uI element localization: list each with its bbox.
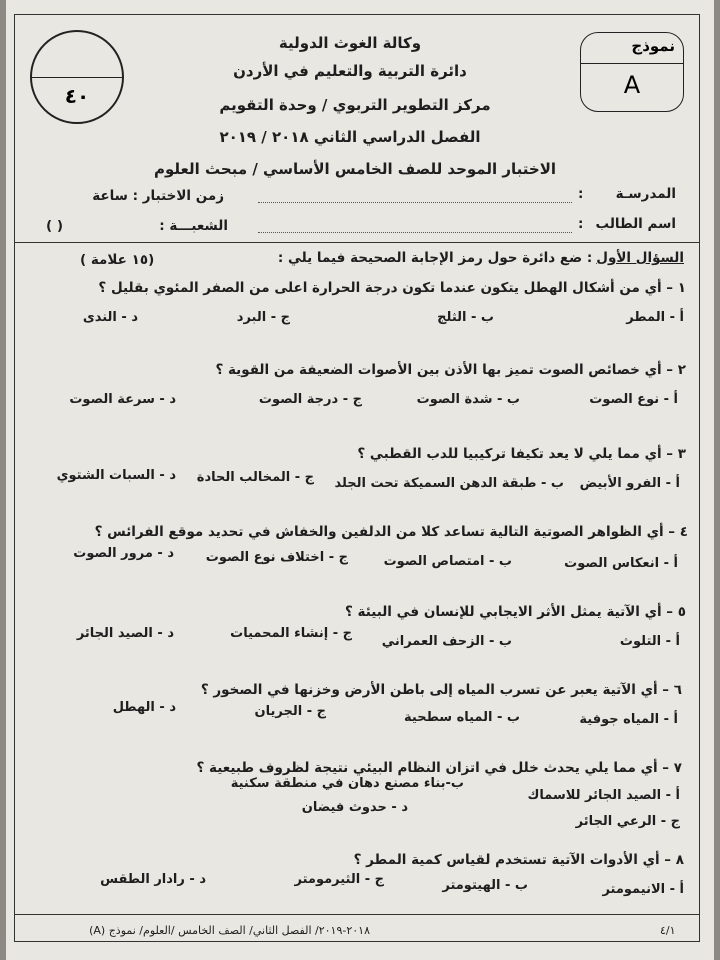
student-name-colon: :	[578, 216, 584, 232]
exam-paper	[6, 0, 714, 960]
q2-option-a[interactable]: أ - نوع الصوت	[589, 392, 678, 407]
section-parens: ( )	[46, 218, 64, 234]
q7-option-a[interactable]: أ - الصيد الجائر للاسماك	[527, 788, 680, 803]
section-label: الشعبـــة :	[159, 218, 228, 234]
total-score: ٤٠	[64, 84, 90, 108]
q4-option-b[interactable]: ب - امتصاص الصوت	[383, 554, 512, 569]
footer-separator	[14, 914, 700, 915]
q1-option-c[interactable]: ج - البرد	[236, 310, 290, 325]
q7-option-d[interactable]: د - حدوث فيضان	[301, 800, 408, 815]
q8-option-a[interactable]: أ - الانيمومتر	[602, 882, 684, 897]
q5-option-a[interactable]: أ - التلوث	[619, 634, 680, 649]
section1-marks: (١٥ علامة )	[80, 252, 155, 268]
model-box	[580, 32, 684, 112]
q1-option-d[interactable]: د - الندى	[82, 310, 138, 325]
q7-option-b[interactable]: ب-بناء مصنع دهان في منطقة سكنية	[230, 776, 464, 791]
q4-option-a[interactable]: أ - انعكاس الصوت	[564, 556, 678, 571]
student-name-field	[258, 232, 572, 233]
question-7: ٧ – أي مما يلي يحدث خلل في اتزان النظام البيئي نتيجة لظروف طبيعية ؟	[196, 760, 682, 776]
score-divider	[32, 77, 122, 78]
semester: الفصل الدراسي الثاني ٢٠١٨ / ٢٠١٩	[219, 128, 481, 146]
footer-text: ٢٠١٨-٢٠١٩/ الفصل الثاني/ الصف الخامس /العلوم/ نموذج (A)	[89, 924, 370, 937]
department-name: دائرة التربية والتعليم في الأردن	[233, 62, 467, 80]
q5-option-c[interactable]: ج - إنشاء المحميات	[230, 626, 352, 641]
q2-option-b[interactable]: ب - شدة الصوت	[416, 392, 520, 407]
q6-option-d[interactable]: د - الهطل	[112, 700, 176, 715]
q2-option-c[interactable]: ج - درجة الصوت	[258, 392, 362, 407]
q1-option-a[interactable]: أ - المطر	[626, 310, 684, 325]
exam-title: الاختبار الموحد للصف الخامس الأساسي / مبحث العلوم	[154, 160, 556, 178]
q6-option-b[interactable]: ب - المياه سطحية	[404, 710, 520, 725]
q5-option-d[interactable]: د - الصيد الجائر	[76, 626, 174, 641]
q8-option-c[interactable]: ج - الثيرمومتر	[294, 872, 384, 887]
agency-name: وكالة الغوث الدولية	[278, 34, 422, 52]
question-6: ٦ – أي الآتية يعبر عن تسرب المياه إلى باطن الأرض وخزنها في الصخور ؟	[200, 682, 682, 698]
header-separator	[14, 242, 700, 243]
exam-time: زمن الاختبار : ساعة	[92, 188, 224, 204]
question-2: ٢ – أي خصائص الصوت تميز بها الأذن بين الأصوات الضعيفة من القوية ؟	[215, 362, 686, 378]
q4-option-c[interactable]: ج - اختلاف نوع الصوت	[205, 550, 348, 565]
score-circle	[30, 30, 124, 124]
question-3: ٣ – أي مما يلي لا يعد تكيفا تركيبيا للدب القطبي ؟	[357, 446, 686, 462]
section1-title: السؤال الأول	[596, 250, 684, 266]
q3-option-b[interactable]: ب - طبقة الدهن السميكة تحت الجلد	[334, 476, 564, 491]
q6-option-a[interactable]: أ - المياه جوفية	[579, 712, 678, 727]
q2-option-d[interactable]: د - سرعة الصوت	[69, 392, 176, 407]
question-4: ٤ – أي الظواهر الصوتية التالية تساعد كلا من الدلفين والخفاش في تحديد موقع الفرائس ؟	[94, 524, 688, 540]
q3-option-d[interactable]: د - السبات الشتوي	[56, 468, 176, 483]
q3-option-c[interactable]: ج - المخالب الحادة	[196, 470, 314, 485]
q8-option-b[interactable]: ب - الهيتومتر	[442, 878, 528, 893]
school-label: المدرسـة	[615, 186, 676, 202]
q7-option-c[interactable]: ج - الرعي الجائر	[575, 814, 680, 829]
q4-option-d[interactable]: د - مرور الصوت	[73, 546, 174, 561]
model-label: نموذج	[631, 37, 675, 55]
model-letter: A	[623, 71, 641, 99]
school-colon: :	[578, 186, 584, 202]
question-8: ٨ – أي الأدوات الآتية تستخدم لقياس كمية المطر ؟	[353, 852, 684, 868]
q1-option-b[interactable]: ب - الثلج	[437, 310, 494, 325]
section1-instruction: : ضع دائرة حول رمز الإجابة الصحيحة فيما يلي :	[277, 250, 593, 266]
section1-heading	[278, 250, 684, 266]
q3-option-a[interactable]: أ - الفرو الأبيض	[579, 476, 680, 491]
page-number: ٤/١	[660, 924, 676, 937]
school-field	[258, 202, 572, 203]
student-name-label: اسم الطالب	[595, 216, 676, 232]
q6-option-c[interactable]: ج - الجريان	[254, 704, 326, 719]
q8-option-d[interactable]: د - رادار الطقس	[100, 872, 206, 887]
model-divider	[581, 63, 683, 64]
question-1: ١ – أي من أشكال الهطل يتكون عندما تكون درجة الحرارة اعلى من الصفر المئوي بقليل ؟	[98, 280, 686, 296]
center-name: مركز التطوير التربوي / وحدة التقويم	[219, 96, 491, 114]
q5-option-b[interactable]: ب - الزحف العمراني	[381, 634, 512, 649]
question-5: ٥ – أي الآتية يمثل الأثر الايجابي للإنسان في البيئة ؟	[344, 604, 686, 620]
